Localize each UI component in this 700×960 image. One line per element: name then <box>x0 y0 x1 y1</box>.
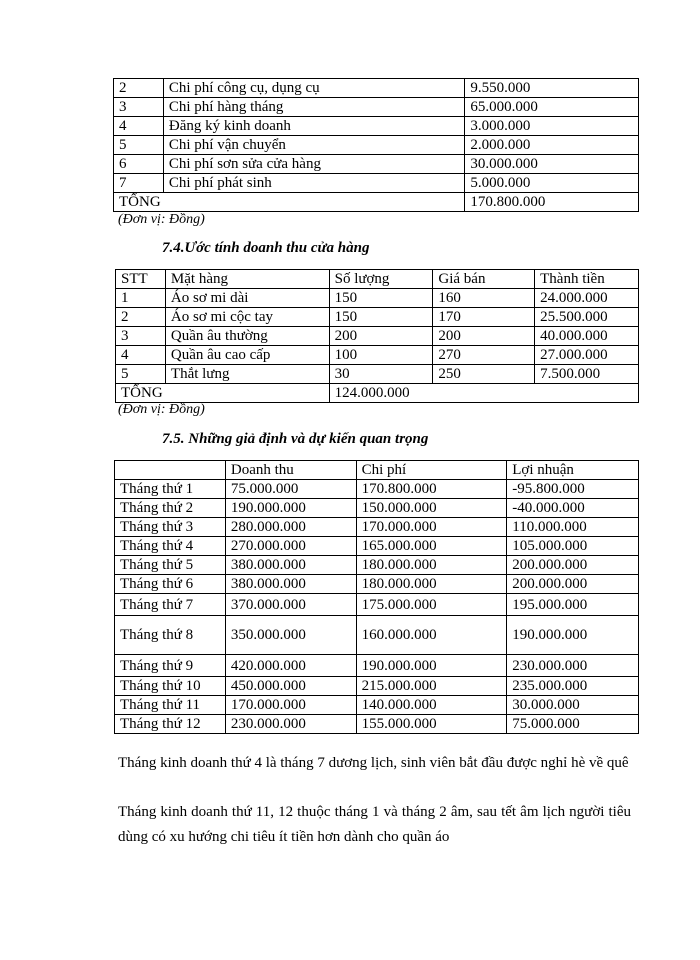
table-row <box>115 677 639 696</box>
cell: 270 <box>433 346 535 365</box>
cell: 350.000.000 <box>225 616 356 655</box>
table-row <box>114 174 639 193</box>
cell: 190.000.000 <box>225 499 356 518</box>
cost-no: 3 <box>114 98 164 117</box>
cost-no: 2 <box>114 79 164 98</box>
cell: Quần âu cao cấp <box>165 346 329 365</box>
table-row <box>116 308 639 327</box>
month-cell: Tháng thứ 5 <box>115 556 226 575</box>
cell: 160.000.000 <box>356 616 507 655</box>
table-row <box>114 155 639 174</box>
table-row <box>115 594 639 616</box>
table-row <box>115 655 639 677</box>
cost-no: 5 <box>114 136 164 155</box>
table-row <box>114 136 639 155</box>
header-cell: Chi phí <box>356 461 507 480</box>
cost-amount: 2.000.000 <box>465 136 639 155</box>
cell: 175.000.000 <box>356 594 507 616</box>
month-cell: Tháng thứ 3 <box>115 518 226 537</box>
total-label: TỔNG <box>114 193 465 212</box>
cost-item: Đăng ký kinh doanh <box>163 117 464 136</box>
table-header-row <box>116 270 639 289</box>
cell: -95.800.000 <box>507 480 639 499</box>
table-row <box>114 98 639 117</box>
header-cell: Mặt hàng <box>165 270 329 289</box>
cell: 370.000.000 <box>225 594 356 616</box>
table-row <box>115 537 639 556</box>
cell: 75.000.000 <box>507 715 639 734</box>
table-row <box>114 117 639 136</box>
table-row <box>114 79 639 98</box>
cell: 25.500.000 <box>535 308 639 327</box>
cell: 200.000.000 <box>507 575 639 594</box>
cost-item: Chi phí công cụ, dụng cụ <box>163 79 464 98</box>
header-cell: Giá bán <box>433 270 535 289</box>
cell: 5 <box>116 365 166 384</box>
cell: 24.000.000 <box>535 289 639 308</box>
cost-item: Chi phí hàng tháng <box>163 98 464 117</box>
header-cell: Lợi nhuận <box>507 461 639 480</box>
cell: 180.000.000 <box>356 575 507 594</box>
header-cell <box>115 461 226 480</box>
cost-item: Chi phí sơn sửa cửa hàng <box>163 155 464 174</box>
cell: 200 <box>329 327 433 346</box>
month-cell: Tháng thứ 8 <box>115 616 226 655</box>
cell: 27.000.000 <box>535 346 639 365</box>
table-row <box>116 365 639 384</box>
cell: -40.000.000 <box>507 499 639 518</box>
paragraph: Tháng kinh doanh thứ 4 là tháng 7 dương lịch, sinh viên bắt đầu được nghỉ hè về quê <box>118 755 629 771</box>
month-cell: Tháng thứ 12 <box>115 715 226 734</box>
cell: Áo sơ mi dài <box>165 289 329 308</box>
cell: 3 <box>116 327 166 346</box>
table-row <box>115 499 639 518</box>
cell: 150 <box>329 289 433 308</box>
header-cell: Thành tiền <box>535 270 639 289</box>
paragraph: Tháng kinh doanh thứ 11, 12 thuộc tháng 1 và tháng 2 âm, sau tết âm lịch người tiêu dùng có xu hướng chi tiêu ít tiền hơn dành cho quần áo <box>118 804 631 845</box>
cell: 170 <box>433 308 535 327</box>
total-row <box>116 384 639 403</box>
section-heading-7-4: 7.4.Ước tính doanh thu cửa hàng <box>162 240 370 256</box>
cell: 140.000.000 <box>356 696 507 715</box>
month-cell: Tháng thứ 2 <box>115 499 226 518</box>
section-heading-7-5: 7.5. Những giả định và dự kiến quan trọng <box>162 431 429 447</box>
cell: 150 <box>329 308 433 327</box>
month-cell: Tháng thứ 6 <box>115 575 226 594</box>
cost-amount: 5.000.000 <box>465 174 639 193</box>
month-cell: Tháng thứ 9 <box>115 655 226 677</box>
cell: 4 <box>116 346 166 365</box>
table-row <box>115 715 639 734</box>
cost-amount: 65.000.000 <box>465 98 639 117</box>
unit-note: (Đơn vị: Đồng) <box>118 212 205 227</box>
cell: 230.000.000 <box>507 655 639 677</box>
cell: 380.000.000 <box>225 575 356 594</box>
cell: 75.000.000 <box>225 480 356 499</box>
cell: 280.000.000 <box>225 518 356 537</box>
cell: 215.000.000 <box>356 677 507 696</box>
cell: 40.000.000 <box>535 327 639 346</box>
forecast-table <box>114 460 639 734</box>
cell: 160 <box>433 289 535 308</box>
cell: 155.000.000 <box>356 715 507 734</box>
header-cell: Số lượng <box>329 270 433 289</box>
cell: 180.000.000 <box>356 556 507 575</box>
cell: Áo sơ mi cộc tay <box>165 308 329 327</box>
cell: 200 <box>433 327 535 346</box>
table-row <box>116 289 639 308</box>
cell: 195.000.000 <box>507 594 639 616</box>
cell: 270.000.000 <box>225 537 356 556</box>
table-row <box>115 480 639 499</box>
cell: 230.000.000 <box>225 715 356 734</box>
cost-no: 4 <box>114 117 164 136</box>
cost-amount: 30.000.000 <box>465 155 639 174</box>
total-label: TỔNG <box>116 384 330 403</box>
header-cell: STT <box>116 270 166 289</box>
cost-amount: 9.550.000 <box>465 79 639 98</box>
table-row <box>115 518 639 537</box>
cell: 170.000.000 <box>356 518 507 537</box>
table-row <box>116 346 639 365</box>
total-row <box>114 193 639 212</box>
cell: 190.000.000 <box>356 655 507 677</box>
cell: 380.000.000 <box>225 556 356 575</box>
table-row <box>115 556 639 575</box>
cell: 450.000.000 <box>225 677 356 696</box>
cell: 7.500.000 <box>535 365 639 384</box>
month-cell: Tháng thứ 10 <box>115 677 226 696</box>
revenue-table <box>115 269 639 403</box>
cell: 235.000.000 <box>507 677 639 696</box>
cell: 190.000.000 <box>507 616 639 655</box>
table-row <box>115 575 639 594</box>
cell: 1 <box>116 289 166 308</box>
cell: 110.000.000 <box>507 518 639 537</box>
cell: 2 <box>116 308 166 327</box>
cost-table <box>113 78 639 212</box>
month-cell: Tháng thứ 4 <box>115 537 226 556</box>
cost-no: 7 <box>114 174 164 193</box>
table-row <box>115 616 639 655</box>
table-header-row <box>115 461 639 480</box>
cost-no: 6 <box>114 155 164 174</box>
month-cell: Tháng thứ 7 <box>115 594 226 616</box>
cell: 105.000.000 <box>507 537 639 556</box>
total-value: 170.800.000 <box>465 193 639 212</box>
cell: 100 <box>329 346 433 365</box>
cost-item: Chi phí vận chuyển <box>163 136 464 155</box>
header-cell: Doanh thu <box>225 461 356 480</box>
month-cell: Tháng thứ 1 <box>115 480 226 499</box>
cell: 200.000.000 <box>507 556 639 575</box>
cost-item: Chi phí phát sinh <box>163 174 464 193</box>
cost-amount: 3.000.000 <box>465 117 639 136</box>
cell: 165.000.000 <box>356 537 507 556</box>
month-cell: Tháng thứ 11 <box>115 696 226 715</box>
cell: Quần âu thường <box>165 327 329 346</box>
table-row <box>115 696 639 715</box>
cell: 250 <box>433 365 535 384</box>
cell: 420.000.000 <box>225 655 356 677</box>
cell: 170.000.000 <box>225 696 356 715</box>
unit-note: (Đơn vị: Đồng) <box>118 402 205 417</box>
cell: 150.000.000 <box>356 499 507 518</box>
total-value: 124.000.000 <box>329 384 638 403</box>
table-row <box>116 327 639 346</box>
cell: 30 <box>329 365 433 384</box>
cell: Thắt lưng <box>165 365 329 384</box>
cell: 170.800.000 <box>356 480 507 499</box>
cell: 30.000.000 <box>507 696 639 715</box>
